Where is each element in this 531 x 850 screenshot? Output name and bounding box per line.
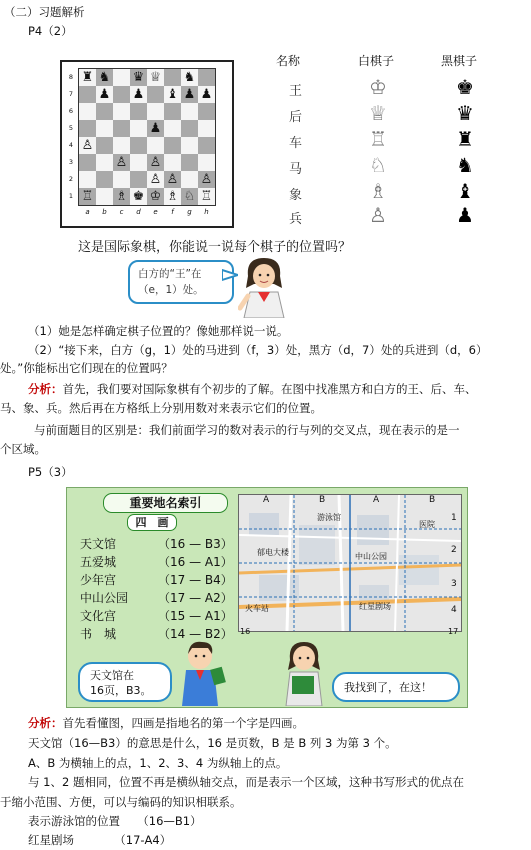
problem-label-p5: P5（3） — [28, 465, 73, 479]
board-square — [181, 86, 198, 103]
legend-header-black: 黑棋子 — [441, 54, 478, 68]
question-2-line2: 处。”你能标出它们现在的位置吗？ — [0, 361, 173, 375]
board-square — [113, 120, 130, 137]
chess-piece-icon: ♖ — [81, 189, 94, 204]
black-rook-icon: ♜ — [456, 127, 474, 151]
analysis-text: 首先看懂图，四画是指地名的第一个字是四画。 — [62, 716, 304, 730]
map-col-label: B — [429, 495, 436, 505]
board-square — [181, 103, 198, 120]
board-square — [130, 137, 147, 154]
board-square — [164, 69, 181, 86]
board-square — [181, 120, 198, 137]
board-square — [164, 154, 181, 171]
board-square — [181, 69, 198, 86]
index-place-name: 中山公园 — [80, 591, 129, 605]
index-place-code: （16 — A1） — [158, 555, 233, 569]
map-page-label: 17 — [448, 627, 459, 636]
board-square — [198, 103, 215, 120]
index-place-name: 少年宫 — [80, 573, 117, 587]
index-place-name: 五爱城 — [80, 555, 117, 569]
board-square — [198, 69, 215, 86]
file-label: a — [85, 208, 90, 216]
white-knight-icon: ♘ — [369, 153, 387, 177]
board-square — [147, 86, 164, 103]
board-square — [96, 120, 113, 137]
board-square — [198, 154, 215, 171]
board-square — [96, 103, 113, 120]
map-row-label: 4 — [451, 605, 457, 615]
board-square — [164, 103, 181, 120]
board-square — [79, 86, 96, 103]
explanation-line: A、B 为横轴上的点，1、2、3、4 为纵轴上的点。 — [28, 756, 288, 770]
file-label: h — [204, 208, 209, 216]
chess-piece-icon: ♜ — [81, 70, 94, 85]
board-square — [79, 154, 96, 171]
map-page-label: 16 — [240, 627, 251, 636]
board-square — [96, 188, 113, 205]
difference-line2: 个区域。 — [0, 442, 46, 456]
rank-label: 5 — [68, 124, 74, 132]
board-square — [164, 120, 181, 137]
board-square — [113, 154, 130, 171]
boy-bubble-line: 天文馆在 — [90, 669, 134, 682]
chess-piece-icon: ♟ — [98, 87, 111, 102]
rank-label: 8 — [68, 73, 74, 81]
question-text: 这是国际象棋，你能说一说每个棋子的位置吗？ — [78, 240, 352, 255]
file-label: e — [153, 208, 158, 216]
board-square — [96, 86, 113, 103]
chess-piece-icon: ♟ — [132, 87, 145, 102]
chess-piece-icon: ♙ — [149, 172, 162, 187]
analysis-1-line1 — [28, 382, 477, 397]
board-square — [96, 137, 113, 154]
city-map — [238, 494, 462, 632]
difference-line1: 与前面题目的区别是：我们前面学习的数对表示的行与列的交叉点，现在表示的是一 — [34, 423, 460, 437]
board-square — [130, 154, 147, 171]
board-square — [96, 154, 113, 171]
black-bishop-icon: ♝ — [456, 179, 474, 203]
board-square — [79, 137, 96, 154]
legend-header-white: 白棋子 — [358, 54, 395, 68]
girl-illustration — [238, 254, 290, 318]
map-place-train-station: 火车站 — [245, 604, 269, 613]
chess-piece-icon: ♙ — [81, 138, 94, 153]
board-square — [96, 171, 113, 188]
legend-piece-name: 后 — [289, 110, 303, 125]
map-place-hongxing-theater: 红星剧场 — [359, 602, 391, 611]
white-king-icon: ♔ — [369, 75, 387, 99]
chess-piece-icon: ♙ — [149, 155, 162, 170]
board-square — [147, 137, 164, 154]
black-queen-icon: ♛ — [456, 101, 474, 125]
rank-label: 3 — [68, 158, 74, 166]
chess-piece-icon: ♙ — [115, 155, 128, 170]
legend-piece-name: 车 — [289, 136, 303, 151]
map-col-label: B — [319, 495, 326, 505]
girl-bubble-text: 我找到了，在这！ — [344, 681, 432, 694]
map-row-label: 2 — [451, 545, 457, 555]
board-square — [113, 137, 130, 154]
index-place-name: 文化宫 — [80, 609, 117, 623]
index-place-code: （16 — B3） — [158, 537, 233, 551]
speech-bubble — [128, 260, 234, 304]
explanation-line: 于缩小范围、方便，可以与编码的知识相联系。 — [0, 795, 242, 809]
boy-illustration — [178, 640, 226, 706]
chessboard — [78, 68, 216, 206]
board-square — [130, 86, 147, 103]
analysis-text: 首先，我们要对国际象棋有个初步的了解。在图中找准黑方和白方的王、后、车、 — [62, 382, 477, 396]
board-square — [147, 171, 164, 188]
question-1: （1）她是怎样确定棋子位置的？像她那样说一说。 — [28, 324, 289, 338]
board-square — [164, 137, 181, 154]
bubble-line: 白方的“王”在 — [138, 268, 202, 280]
chess-piece-icon: ♙ — [166, 172, 179, 187]
board-square — [181, 154, 198, 171]
analysis-1-line2: 马、象、兵。然后再在方格纸上分别用数对来表示它们的位置。 — [0, 401, 322, 415]
map-col-label: A — [263, 495, 270, 505]
board-square — [164, 86, 181, 103]
index-place-code: （15 — A1） — [158, 609, 233, 623]
board-square — [181, 171, 198, 188]
bubble-line: （e，1）处。 — [138, 284, 204, 296]
boy-bubble-line: 16页，B3。 — [90, 684, 152, 697]
chess-piece-icon: ♗ — [166, 189, 179, 204]
chess-piece-icon: ♟ — [149, 121, 162, 136]
girl-speech-bubble — [332, 672, 460, 702]
legend-piece-name: 兵 — [289, 212, 303, 227]
file-label: d — [136, 208, 141, 216]
legend-piece-name: 王 — [289, 84, 303, 99]
problem-label-p4: P4（2） — [28, 24, 73, 38]
analysis-label: 分析： — [28, 716, 63, 730]
board-square — [96, 69, 113, 86]
rank-label: 7 — [68, 90, 74, 98]
board-square — [147, 188, 164, 205]
board-square — [130, 103, 147, 120]
board-square — [130, 120, 147, 137]
black-knight-icon: ♞ — [456, 153, 474, 177]
boy-speech-bubble — [78, 662, 172, 702]
map-place-post-building: 郁电大楼 — [257, 548, 289, 557]
board-square — [130, 69, 147, 86]
explanation-line: 表示游泳馆的位置 （16—B1） — [28, 814, 202, 828]
chess-piece-icon: ♔ — [149, 189, 162, 204]
bubble-tail — [222, 268, 238, 282]
analysis-2-line — [28, 716, 304, 731]
legend-piece-name: 马 — [289, 162, 303, 177]
explanation-line: 红星剧场 （17-A4） — [28, 833, 172, 847]
rank-label: 2 — [68, 175, 74, 183]
white-pawn-icon: ♙ — [369, 203, 387, 227]
board-square — [130, 188, 147, 205]
board-square — [198, 188, 215, 205]
index-place-code: （17 — B4） — [158, 573, 233, 587]
section-title: （二）习题解析 — [4, 5, 85, 19]
chess-piece-icon: ♕ — [149, 70, 162, 85]
board-square — [147, 154, 164, 171]
file-label: f — [171, 208, 174, 216]
question-2-line1: （2）“接下来，白方（g，1）处的马进到（f，3）处，黑方（d，7）处的兵进到（d，6） — [28, 343, 488, 357]
legend-piece-name: 象 — [289, 188, 303, 203]
chess-piece-icon: ♞ — [183, 70, 196, 85]
white-bishop-icon: ♗ — [369, 179, 387, 203]
black-pawn-icon: ♟ — [456, 203, 474, 227]
chess-piece-icon: ♙ — [200, 172, 213, 187]
file-label: b — [102, 208, 107, 216]
board-square — [198, 120, 215, 137]
board-square — [147, 103, 164, 120]
board-square — [79, 188, 96, 205]
map-place-swimming-pool: 游泳馆 — [317, 513, 341, 522]
index-place-code: （17 — A2） — [158, 591, 233, 605]
file-label: g — [187, 208, 192, 216]
board-square — [198, 171, 215, 188]
rank-label: 1 — [68, 192, 74, 200]
board-square — [147, 69, 164, 86]
rank-label: 6 — [68, 107, 74, 115]
map-place-zhongshan-park: 中山公园 — [355, 552, 387, 561]
index-title: 重要地名索引 — [103, 493, 228, 513]
map-row-label: 1 — [451, 513, 457, 523]
explanation-line: 与 1、2 题相同，位置不再是横纵轴交点，而是表示一个区域，这种书写形式的优点在 — [28, 775, 464, 789]
board-square — [79, 120, 96, 137]
white-rook-icon: ♖ — [369, 127, 387, 151]
chess-piece-icon: ♗ — [115, 189, 128, 204]
board-square — [181, 188, 198, 205]
board-square — [198, 86, 215, 103]
board-square — [164, 188, 181, 205]
map-row-label: 3 — [451, 579, 457, 589]
chess-piece-icon: ♚ — [132, 189, 145, 204]
board-square — [79, 171, 96, 188]
legend-header-name: 名称 — [276, 54, 301, 68]
board-square — [164, 171, 181, 188]
board-square — [113, 69, 130, 86]
board-square — [113, 103, 130, 120]
map-streets — [239, 495, 461, 631]
girl-with-book-illustration — [282, 640, 328, 706]
board-square — [113, 188, 130, 205]
white-queen-icon: ♕ — [369, 101, 387, 125]
chess-piece-icon: ♛ — [132, 70, 145, 85]
chess-piece-icon: ♘ — [183, 189, 196, 204]
board-square — [79, 103, 96, 120]
board-square — [198, 137, 215, 154]
board-square — [79, 69, 96, 86]
chess-piece-icon: ♟ — [183, 87, 196, 102]
board-square — [113, 171, 130, 188]
board-square — [130, 171, 147, 188]
analysis-label: 分析： — [28, 382, 63, 396]
rank-label: 4 — [68, 141, 74, 149]
chess-piece-icon: ♞ — [98, 70, 111, 85]
chess-piece-icon: ♟ — [200, 87, 213, 102]
map-col-label: A — [373, 495, 380, 505]
chess-piece-icon: ♖ — [200, 189, 213, 204]
map-place-hospital: 医院 — [419, 520, 435, 529]
board-square — [113, 86, 130, 103]
board-square — [181, 137, 198, 154]
board-square — [147, 120, 164, 137]
explanation-line: 天文馆（16—B3）的意思是什么，16 是页数，B 是 B 列 3 为第 3 个。 — [28, 736, 397, 750]
index-place-code: （14 — B2） — [158, 627, 233, 641]
index-place-name: 天文馆 — [80, 537, 117, 551]
index-subtitle: 四 画 — [127, 514, 177, 531]
black-king-icon: ♚ — [456, 75, 474, 99]
index-place-name: 书 城 — [80, 627, 117, 641]
file-label: c — [119, 208, 124, 216]
chess-piece-icon: ♝ — [166, 87, 179, 102]
